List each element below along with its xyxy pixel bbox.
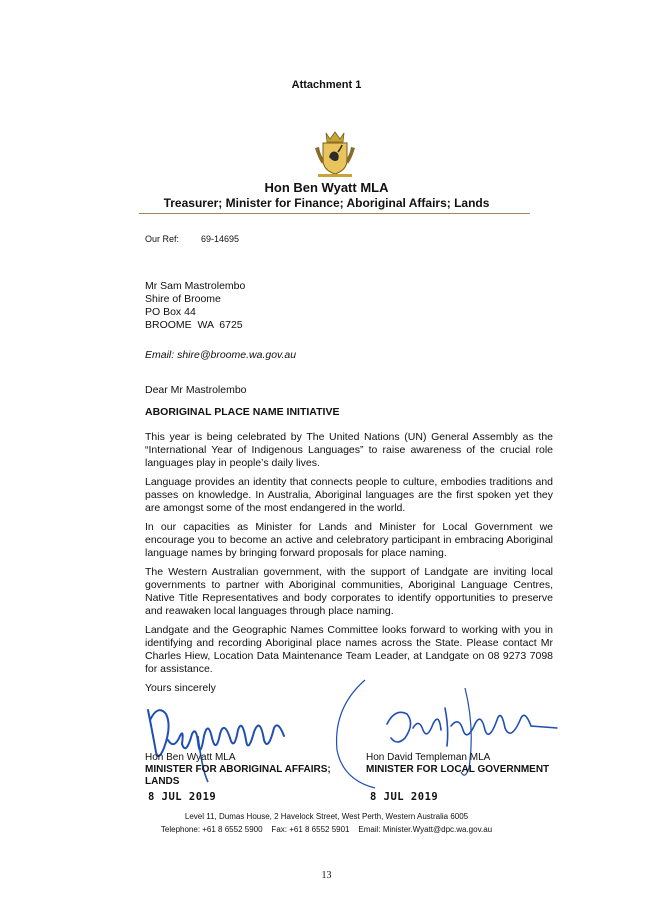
date-stamp-templeman: 8 JUL 2019: [370, 791, 439, 803]
signatory-wyatt: [145, 752, 331, 788]
letter-subject: ABORIGINAL PLACE NAME INITIATIVE: [145, 406, 340, 418]
signatory-name: Hon Ben Wyatt MLA: [145, 752, 236, 763]
footer-contact: Telephone: +61 8 6552 5900 Fax: +61 8 6552 5901 Email: Minister.Wyatt@dpc.wa.gov.au: [160, 825, 493, 834]
reference-label: Our Ref:: [145, 234, 180, 244]
recipient-po-box: PO Box 44: [145, 306, 196, 318]
attachment-label: Attachment 1: [291, 79, 362, 91]
recipient-organisation: Shire of Broome: [145, 293, 221, 305]
recipient-town: BROOME WA 6725: [145, 319, 243, 331]
recipient-address: [145, 280, 245, 332]
body-paragraph: In our capacities as Minister for Lands and Minister for Local Government we encourage you to become an active and celebratory participant in embracing Aboriginal language names by bringing forward proposals for place naming.: [145, 521, 553, 559]
signatory-role: MINISTER FOR ABORIGINAL AFFAIRS;: [145, 764, 331, 775]
date-stamp-wyatt: 8 JUL 2019: [148, 791, 217, 803]
signatory-templeman: [366, 752, 549, 776]
body-paragraph: The Western Australian government, with the support of Landgate are inviting local governments to partner with Aboriginal communities, Aboriginal Language Centres, Native Title Representatives and body corporates to identify opportunities to preserve and reawaken local languages through place naming.: [145, 566, 553, 617]
closing: Yours sincerely: [145, 682, 216, 694]
page-number: 13: [321, 870, 332, 881]
letterhead-divider: [139, 213, 530, 214]
footer-address: Level 11, Dumas House, 2 Havelock Street, West Perth, Western Australia 6005: [184, 812, 469, 821]
signatory-name: Hon David Templeman MLA: [366, 752, 491, 763]
reference-line: [145, 234, 239, 244]
body-paragraph: Landgate and the Geographic Names Committee looks forward to working with you in identifying and recording Aboriginal place names across the State. Please contact Mr Charles Hiew, Location Data Maintenance Team Leader, at Landgate on 08 9273 7098 for assistance.: [145, 624, 553, 675]
body-paragraph: This year is being celebrated by The United Nations (UN) General Assembly as the “International Year of Indigenous Languages” to raise awareness of the crucial role languages play in people’s daily lives.: [145, 431, 553, 469]
signatory-role: MINISTER FOR LOCAL GOVERNMENT: [366, 764, 550, 775]
coat-of-arms-crest: [312, 130, 358, 178]
salutation: Dear Mr Mastrolembo: [145, 384, 247, 396]
minister-name: Hon Ben Wyatt MLA: [264, 180, 389, 195]
recipient-name: Mr Sam Mastrolembo: [145, 280, 246, 292]
recipient-email: Email: shire@broome.wa.gov.au: [145, 349, 297, 361]
body-paragraph: Language provides an identity that connects people to culture, embodies traditions and passes on knowledge. In Australia, Aboriginal languages are the first spoken yet they are amongst some of the most endangered in the world.: [145, 476, 553, 514]
minister-portfolio: Treasurer; Minister for Finance; Aboriginal Affairs; Lands: [163, 196, 490, 210]
reference-value: 69-14695: [201, 234, 240, 244]
signatory-role: LANDS: [145, 776, 180, 787]
